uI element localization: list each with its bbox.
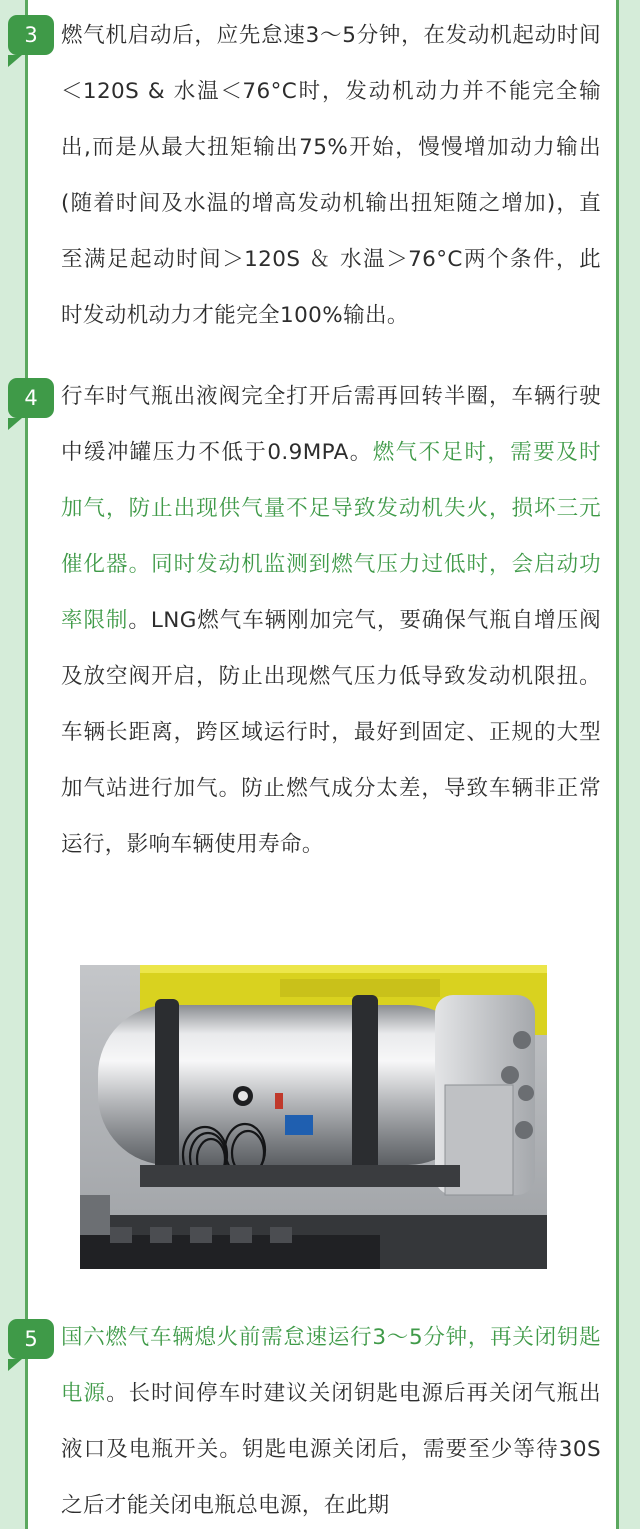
section-3-paragraph: 燃气机启动后，应先怠速3～5分钟，在发动机起动时间＜120S & 水温＜76°C时，发动机动力并不能完全输出,而是从最大扭矩输出75%开始，慢慢增加动力输出(随着时间及水温的增高发动机输出扭矩随之增加)，直至满足起动时间＞120S ＆ 水温＞76°C两个条件，此时发动机动力才能完全100%输出。 <box>61 23 601 328</box>
section-4-paragraph <box>61 369 601 873</box>
lng-tank-photo <box>80 965 547 1269</box>
section-number-badge: 3 <box>8 15 54 55</box>
section-number-badge: 4 <box>8 378 54 418</box>
section-number-badge: 5 <box>8 1319 54 1359</box>
section-5-highlight: 国六燃气车辆熄火前需怠速运行3～5分钟，再关闭钥匙电源 <box>61 1325 601 1406</box>
section-5-paragraph <box>61 1310 601 1529</box>
section-5-text-end: 。长时间停车时建议关闭钥匙电源后再关闭气瓶出液口及电瓶开关。钥匙电源关闭后，需要至少等待30S之后才能关闭电瓶总电源，在此期 <box>61 1381 601 1518</box>
section-4-text-start: 行车时气瓶出液阀完全打开后需再回转半圈，车辆行驶中缓冲罐压力不低于0.9MPA。 <box>61 384 601 465</box>
section-4-text-end: 。LNG燃气车辆刚加完气，要确保气瓶自增压阀及放空阀开启，防止出现燃气压力低导致发动机限扭。车辆长距离，跨区域运行时，最好到固定、正规的大型加气站进行加气。防止燃气成分太差，导致车辆非正常运行，影响车辆使用寿命。 <box>61 608 601 857</box>
section-4-highlight: 燃气不足时，需要及时加气，防止出现供气量不足导致发动机失火，损坏三元催化器。同时发动机监测到燃气压力过低时，会启动功率限制 <box>61 440 601 633</box>
